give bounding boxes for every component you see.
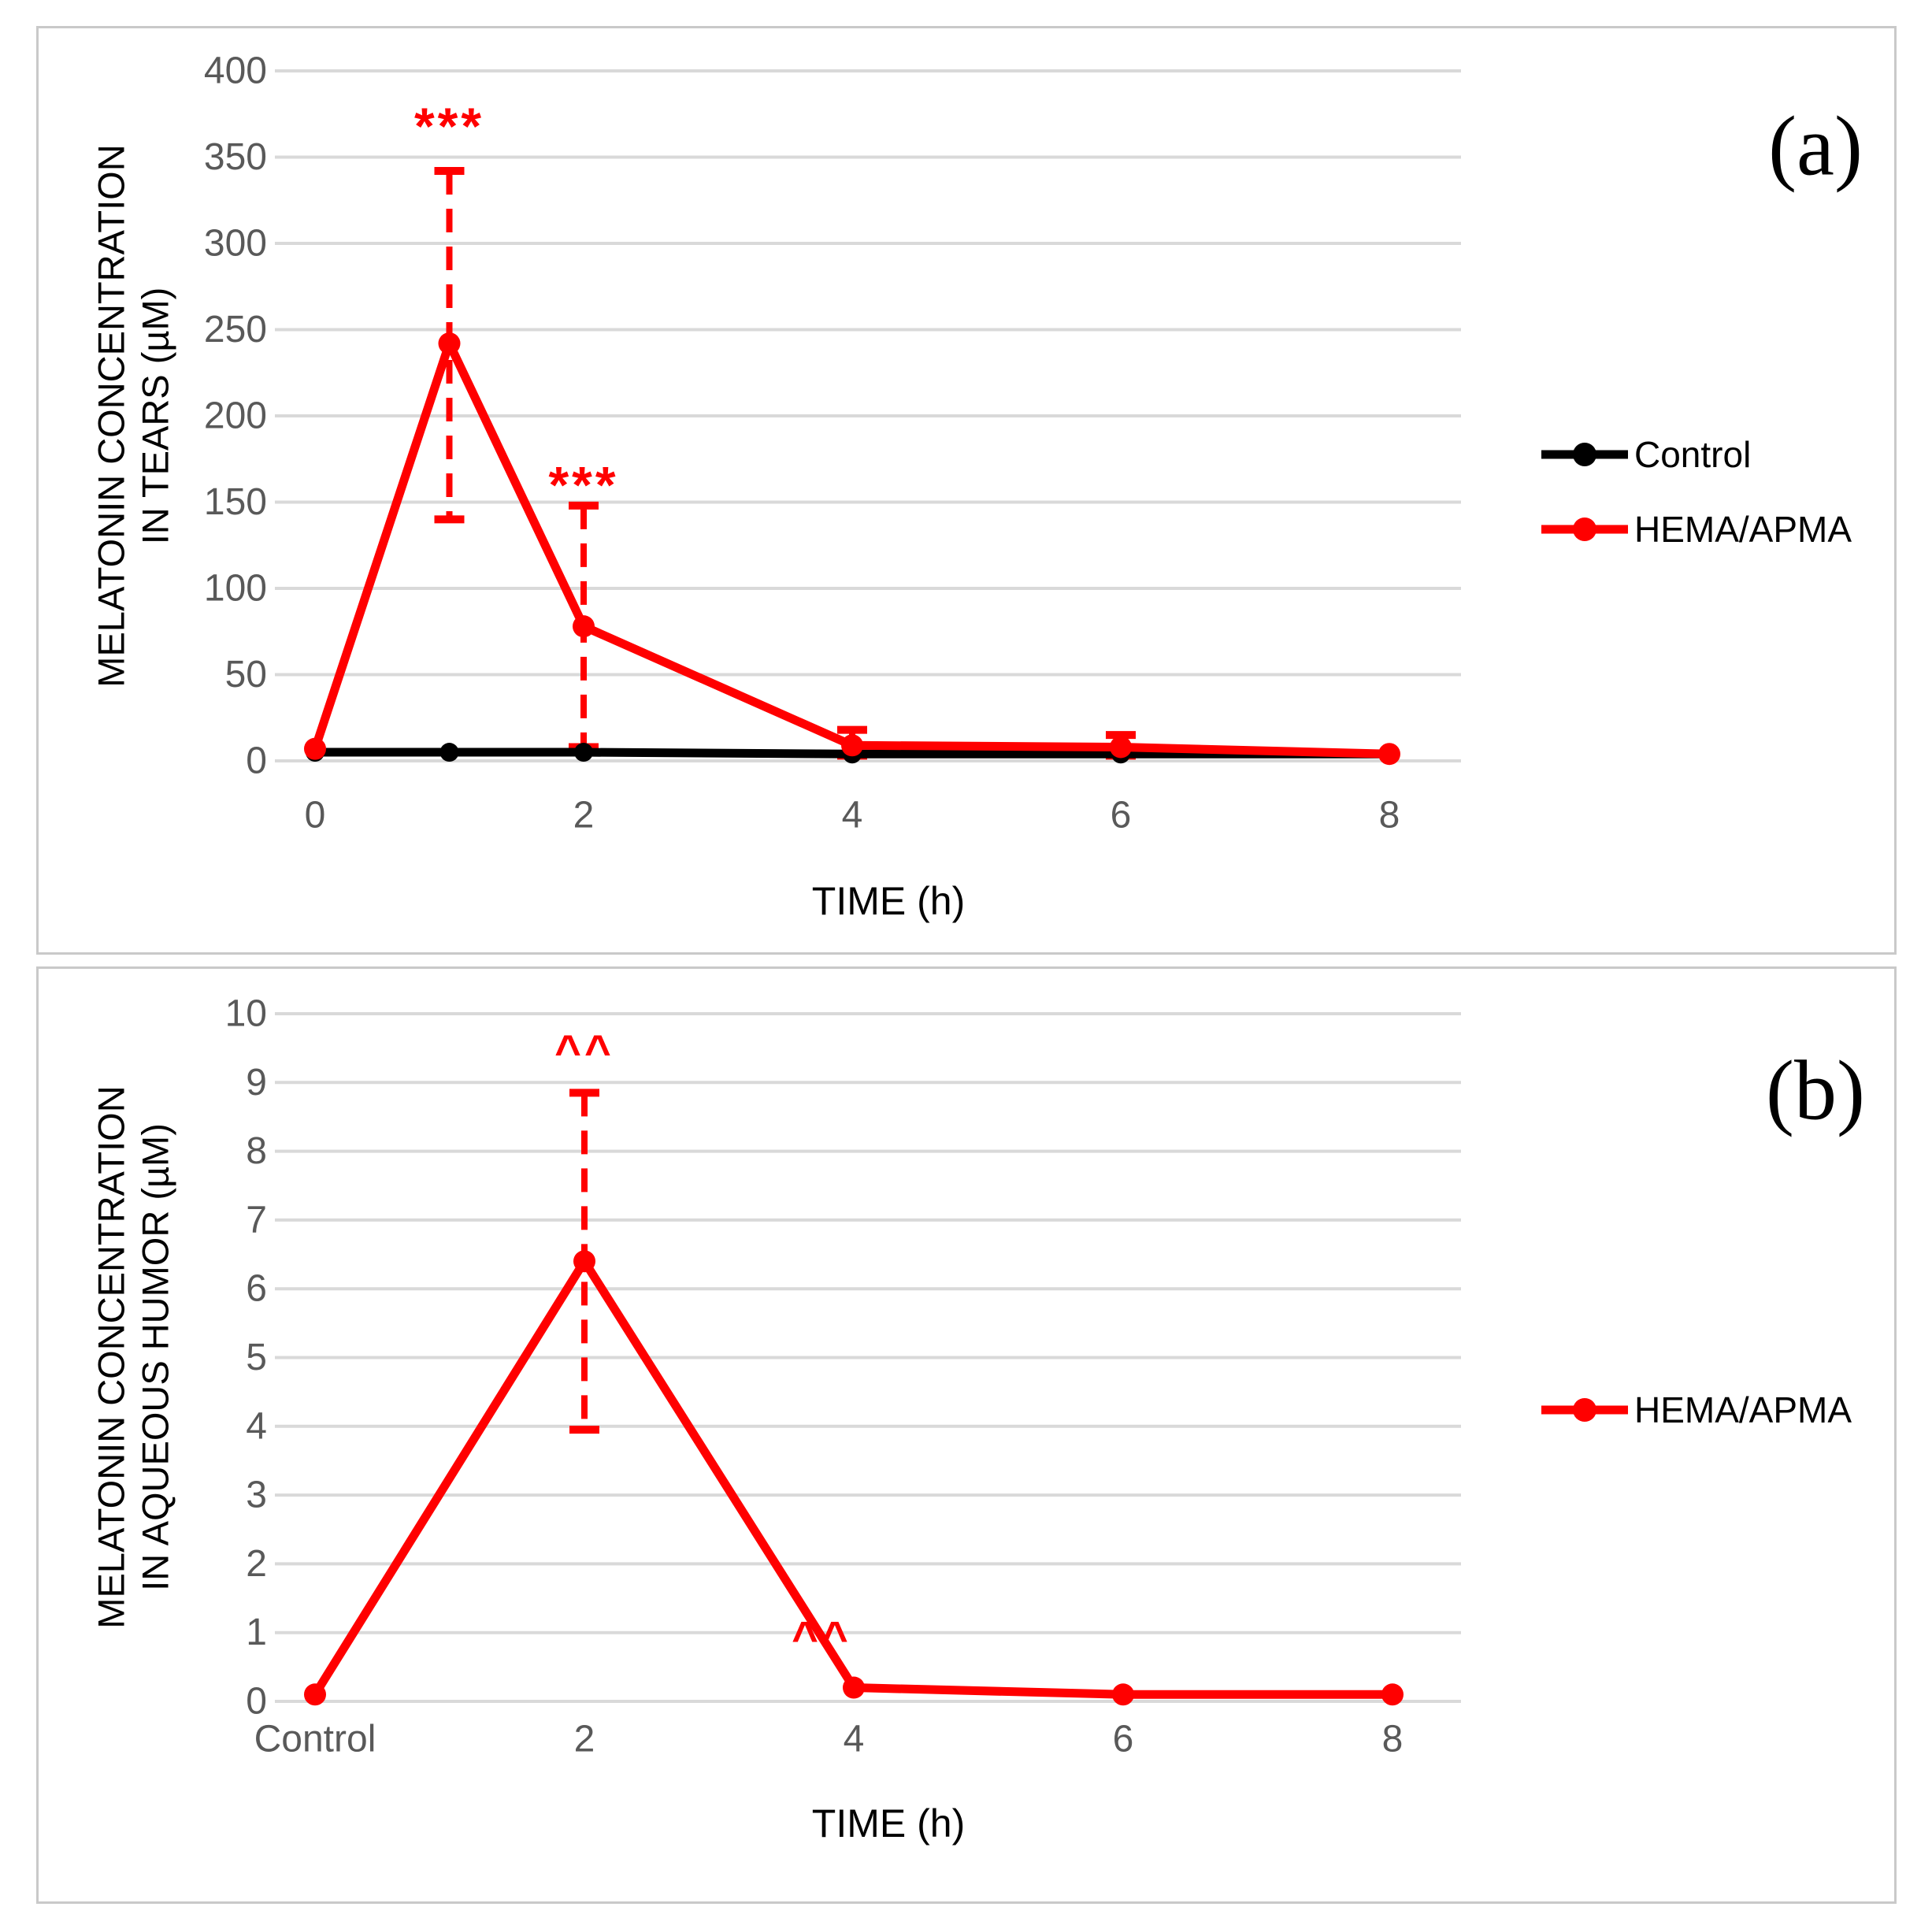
y-tick-label: 6: [246, 1267, 267, 1310]
y-tick-label: 200: [203, 395, 267, 437]
y-tick-label: 8: [246, 1130, 267, 1173]
y-tick-label: 1: [246, 1612, 267, 1654]
x-tick-label: 4: [841, 794, 863, 837]
series-line-hema-apma: [315, 1261, 1392, 1694]
panel-label: (b): [1766, 1044, 1865, 1138]
legend-label: HEMA/APMA: [1634, 1389, 1852, 1430]
y-tick-label: 0: [246, 1680, 267, 1723]
data-point-marker: [440, 743, 459, 762]
y-tick-label: 4: [246, 1405, 267, 1448]
panel-a: [36, 26, 1897, 955]
legend-label: Control: [1634, 434, 1752, 475]
y-tick-label: 300: [203, 222, 267, 265]
significance-annotation: ***: [413, 97, 485, 156]
x-tick-label: 4: [843, 1718, 865, 1760]
y-tick-label: 250: [203, 309, 267, 351]
x-tick-label: 8: [1378, 794, 1400, 837]
y-tick-label: 150: [203, 481, 267, 523]
x-axis-title: TIME (h): [811, 879, 966, 923]
legend-marker-icon: [1573, 517, 1596, 541]
legend-marker-icon: [1573, 1398, 1596, 1422]
panel-b: [36, 966, 1897, 1904]
chart-a: [39, 28, 1894, 952]
x-tick-label: 0: [304, 794, 326, 837]
chart-b: [39, 969, 1894, 1901]
significance-annotation: ^^: [792, 1612, 851, 1664]
y-tick-label: 400: [203, 50, 267, 92]
data-point-marker: [304, 1683, 326, 1705]
y-axis-title-line: MELATONIN CONCENTRATION: [90, 1085, 132, 1629]
data-point-marker: [439, 332, 461, 354]
data-point-marker: [843, 1677, 865, 1699]
y-tick-label: 2: [246, 1542, 267, 1585]
x-tick-label: 8: [1381, 1718, 1404, 1760]
x-tick-label: 2: [573, 794, 595, 837]
y-tick-label: 9: [246, 1061, 267, 1104]
significance-annotation: ***: [548, 455, 619, 514]
y-tick-label: 100: [203, 567, 267, 610]
x-tick-label: 6: [1110, 794, 1132, 837]
x-tick-label: Control: [254, 1718, 376, 1760]
data-point-marker: [574, 743, 593, 762]
legend-marker-icon: [1573, 443, 1596, 466]
data-point-marker: [1378, 743, 1400, 765]
x-axis-title: TIME (h): [811, 1801, 966, 1846]
y-tick-label: 0: [246, 740, 267, 782]
legend-label: HEMA/APMA: [1634, 509, 1852, 550]
data-point-marker: [573, 1250, 595, 1272]
y-tick-label: 3: [246, 1474, 267, 1516]
y-axis-title-line: IN AQUEOUS HUMOR (µM): [134, 1123, 176, 1591]
data-point-marker: [1381, 1683, 1404, 1705]
data-point-marker: [1110, 736, 1132, 758]
series-line-hema-apma: [315, 343, 1389, 754]
data-point-marker: [1112, 1683, 1134, 1705]
y-tick-label: 350: [203, 136, 267, 178]
y-tick-label: 5: [246, 1337, 267, 1378]
y-tick-label: 10: [224, 992, 267, 1035]
y-axis-title-line: MELATONIN CONCENTRATION: [90, 144, 132, 688]
panel-label: (a): [1768, 99, 1863, 194]
y-tick-label: 50: [224, 654, 267, 696]
x-tick-label: 2: [573, 1718, 595, 1760]
y-tick-label: 7: [246, 1199, 267, 1241]
y-axis-title-line: IN TEARS (µM): [134, 287, 176, 545]
data-point-marker: [841, 734, 863, 756]
data-point-marker: [304, 738, 326, 760]
significance-annotation: ^^: [554, 1026, 614, 1078]
data-point-marker: [573, 615, 595, 637]
x-tick-label: 6: [1112, 1718, 1134, 1760]
